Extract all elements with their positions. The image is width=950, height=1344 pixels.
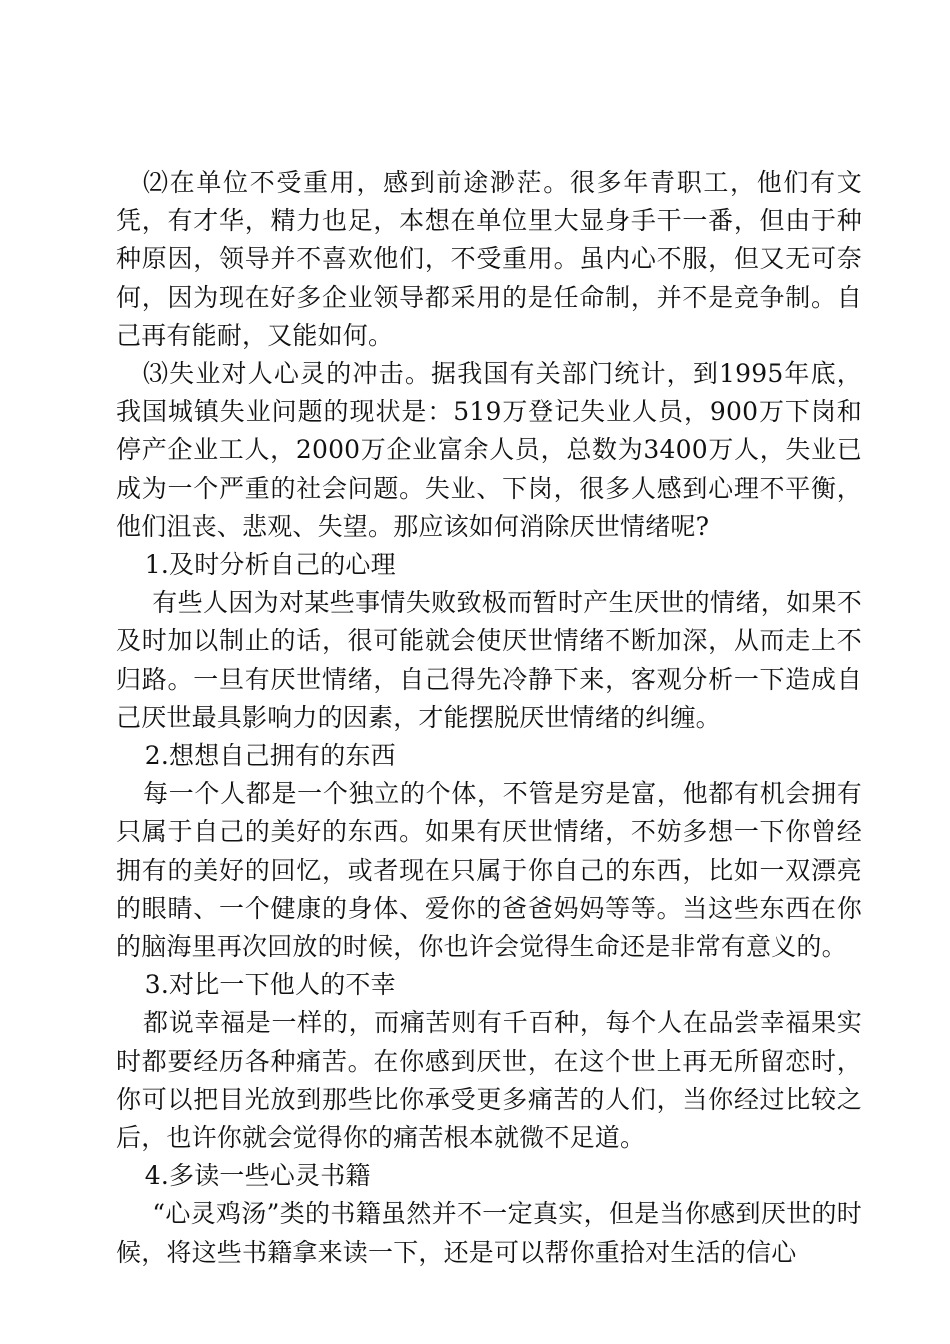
paragraph-3-unemployment: ⑶失业对人心灵的冲击。据我国有关部门统计，到1995年底，我国城镇失业问题的现状是：519万登记失业人员，900万下岗和停产企业工人，2000万企业富余人员，总数为3400万人，失业已成为一个严重的社会问题。失业、下岗，很多人感到心理不平衡，他们沮丧、悲观、失望。那应该如何消除厌世情绪呢?	[116, 359, 862, 541]
section-heading-2: 2.想想自己拥有的东西	[144, 741, 396, 771]
section-heading-1: 1.及时分析自己的心理	[144, 550, 396, 580]
section-body-2: 每一个人都是一个独立的个体，不管是穷是富，他都有机会拥有只属于自己的美好的东西。如果有厌世情绪，不妨多想一下你曾经拥有的美好的回忆，或者现在只属于你自己的东西，比如一双漂亮的眼睛、一个健康的身体、爱你的爸爸妈妈等等。当这些东西在你的脑海里再次回放的时候，你也许会觉得生命还是非常有意义的。	[116, 779, 862, 962]
section-body-1: 有些人因为对某些事情失败致极而暂时产生厌世的情绪，如果不及时加以制止的话，很可能就会使厌世情绪不断加深，从而走上不归路。一旦有厌世情绪，自己得先冷静下来，客观分析一下造成自己厌世最具影响力的因素，才能摆脱厌世情绪的纠缠。	[116, 588, 862, 732]
section-heading-3: 3.对比一下他人的不幸	[144, 970, 396, 1000]
section-body-3: 都说幸福是一样的，而痛苦则有千百种，每个人在品尝幸福果实时都要经历各种痛苦。在你感到厌世，在这个世上再无所留恋时，你可以把目光放到那些比你承受更多痛苦的人们，当你经过比较之后，也许你就会觉得你的痛苦根本就微不足道。	[116, 1008, 862, 1153]
section-heading-4: 4.多读一些心灵书籍	[144, 1161, 371, 1191]
paragraph-2-workplace: ⑵在单位不受重用，感到前途渺茫。很多年青职工，他们有文凭，有才华，精力也足，本想在单位里大显身手干一番，但由于种种原因，领导并不喜欢他们，不受重用。虽内心不服，但又无可奈何，因为现在好多企业领导都采用的是任命制，并不是竞争制。自己再有能耐，又能如何。	[116, 168, 862, 350]
section-body-4: “心灵鸡汤”类的书籍虽然并不一定真实，但是当你感到厌世的时候，将这些书籍拿来读一下，还是可以帮你重拾对生活的信心	[116, 1199, 862, 1267]
document-page	[116, 164, 862, 1272]
